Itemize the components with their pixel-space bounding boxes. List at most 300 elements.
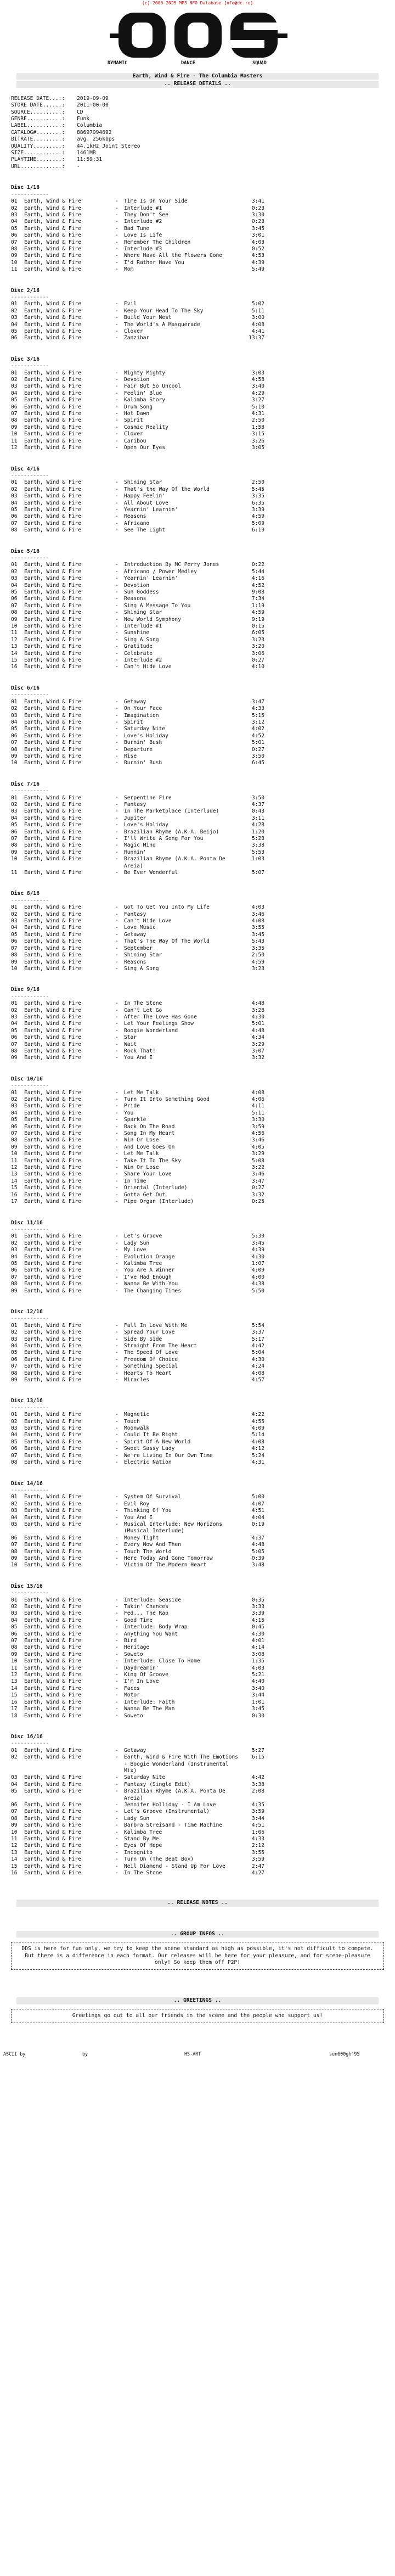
track-number: 04 [11,1021,18,1027]
track-title: In The Stone [124,1870,162,1877]
track-separator: - [115,596,119,602]
track-row [11,1597,362,1604]
track-title: In The Stone [124,1000,162,1007]
disc-title: Disc 6/16 [11,685,40,691]
tagline-dynamic: DYNAMIC [108,60,128,66]
track-artist: Earth, Wind & Fire [24,266,81,273]
track-length: 4:59 [251,959,264,965]
track-separator: - [115,1151,119,1157]
track-title: Cosmic Reality [124,424,168,430]
track-separator: - [115,630,119,636]
track-title: Victim Of The Modern Heart [124,1562,207,1569]
track-length: 4:53 [251,253,264,259]
track-number: 11 [11,266,18,273]
track-number: 08 [11,417,18,424]
track-row [11,500,362,507]
track-artist: Earth, Wind & Fire [24,1774,81,1781]
track-separator: - [115,959,119,965]
track-title: Zanzibar [124,335,150,341]
track-title: Kalimba Story [124,397,166,404]
track-separator: - [115,1377,119,1384]
track-number: 09 [11,424,18,430]
track-row [11,1110,362,1117]
track-length: 3:39 [251,1610,264,1617]
track-artist: Earth, Wind & Fire [24,1110,81,1116]
track-length: 4:30 [251,1631,264,1637]
track-separator: - [115,1123,119,1130]
track-row [11,911,362,918]
track-length: 3:35 [251,493,264,500]
detail-row [11,96,395,102]
track-separator: - [115,1329,119,1336]
disc-rule: ------------ [11,363,49,369]
track-length: 5:23 [251,836,264,842]
track-artist: Earth, Wind & Fire [24,1494,81,1500]
track-separator: - [115,836,119,842]
track-number: 08 [11,1548,18,1555]
track-artist: Earth, Wind & Fire [24,1041,81,1048]
track-length: 4:08 [251,1370,264,1376]
track-row [11,713,362,719]
track-length: 3:50 [251,794,264,801]
track-number: 02 [11,307,18,314]
track-separator: - [115,911,119,917]
track-number: 10 [11,623,18,630]
track-title: Every Now And Then [124,1542,181,1548]
track-length: 3:29 [251,1151,264,1157]
track-title: Wanna Be The Man [124,1706,175,1712]
track-number: 12 [11,1164,18,1171]
track-title: Hearts To Heart [124,1370,172,1376]
track-length: 3:45 [251,225,264,232]
track-artist: Earth, Wind & Fire [24,1000,81,1007]
track-separator: - [115,1418,119,1425]
track-row [11,1651,362,1658]
track-number: 12 [11,636,18,643]
track-separator: - [115,1849,119,1856]
track-length: 4:00 [251,1274,264,1280]
track-artist: Earth, Wind & Fire [24,650,81,657]
track-row [11,520,362,527]
track-separator: - [115,1343,119,1349]
track-separator: - [115,493,119,500]
track-row [11,1508,362,1514]
track-title: In Time [124,1178,146,1184]
track-row [11,1281,362,1287]
track-length: 0:43 [251,808,264,815]
track-length: 4:24 [251,1363,264,1370]
track-length: 4:38 [251,1281,264,1287]
detail-key: STORE DATE......: [11,102,65,109]
track-row [11,1453,362,1459]
track-row [11,1501,362,1508]
track-length: 3:22 [251,1164,264,1171]
track-length: 5:09 [251,520,264,527]
track-separator: - [115,1808,119,1815]
track-length: 3:59 [251,1808,264,1815]
track-number: 05 [11,822,18,828]
track-title: Introduction By MC Perry Jones [124,562,219,568]
track-title: Spirit [124,719,143,725]
disc-title: Disc 7/16 [11,781,40,787]
track-number: 08 [11,609,18,616]
track-artist: Earth, Wind & Fire [24,321,81,328]
track-row [11,486,362,493]
track-separator: - [115,636,119,643]
track-separator: - [115,1712,119,1719]
track-length: 4:31 [251,1459,264,1466]
track-row [11,959,362,966]
track-artist: Earth, Wind & Fire [24,589,81,595]
track-length: 5:44 [251,568,264,575]
track-artist: Earth, Wind & Fire [24,417,81,424]
track-artist: Earth, Wind & Fire [24,1815,81,1822]
track-length: 0:19 [251,1521,264,1527]
track-title: Here Today And Gone Tomorrow [124,1555,213,1561]
track-artist: Earth, Wind & Fire [24,307,81,314]
track-artist: Earth, Wind & Fire [24,1508,81,1514]
track-artist: Earth, Wind & Fire [24,616,81,623]
track-row [11,445,362,451]
track-artist: Earth, Wind & Fire [24,1706,81,1712]
track-row [11,397,362,404]
track-row [11,383,362,390]
track-separator: - [115,500,119,506]
track-separator: - [115,1815,119,1822]
disc-rule: ------------ [11,1590,49,1597]
track-length: 1:58 [251,424,264,430]
track-length: 3:46 [251,1137,264,1144]
track-separator: - [115,1863,119,1869]
track-artist: Earth, Wind & Fire [24,1021,81,1027]
track-title: Drum Song [124,404,153,410]
track-title: Interlude #2 [124,657,162,664]
track-row [11,328,362,335]
track-title: Sunshine [124,630,150,636]
track-row [11,1802,362,1808]
track-title: Eyes Of Hope [124,1843,162,1849]
track-number: 09 [11,1651,18,1657]
track-row [11,205,362,212]
track-number: 09 [11,753,18,759]
track-separator: - [115,1041,119,1048]
track-artist: Earth, Wind & Fire [24,1096,81,1102]
track-title: Interlude: Body Wrap [124,1624,188,1631]
track-artist: Earth, Wind & Fire [24,1007,81,1013]
track-artist: Earth, Wind & Fire [24,205,81,211]
track-number: 02 [11,205,18,211]
track-row [11,1096,362,1103]
track-artist: Earth, Wind & Fire [24,712,81,719]
track-separator: - [115,1144,119,1150]
disc-title: Disc 11/16 [11,1219,43,1226]
release-banner: Earth, Wind & Fire - The Columbia Masters [16,73,379,80]
track-number: 01 [11,198,18,205]
track-separator: - [115,1548,119,1555]
track-length: 0:35 [251,1597,264,1603]
track-title: King Of Groove [124,1672,168,1678]
track-row [11,219,362,225]
track-length: 5:01 [251,740,264,746]
track-row [11,438,362,445]
track-length: 9:08 [251,589,264,595]
track-row [11,562,362,568]
track-title: All About Love [124,500,168,506]
track-row [11,952,362,959]
track-artist: Earth, Wind & Fire [24,664,81,670]
track-length: 5:54 [251,1322,264,1329]
track-separator: - [115,870,119,876]
track-length: 5:11 [251,307,264,314]
track-row [11,1850,362,1856]
track-row [11,1425,362,1432]
track-number: 06 [11,1267,18,1274]
track-length: 2:12 [251,1843,264,1849]
track-title: Mighty Mighty [124,369,166,376]
track-row [11,1836,362,1843]
track-number: 16 [11,1699,18,1705]
track-artist: Earth, Wind & Fire [24,925,81,931]
track-title: Miracles [124,1377,150,1384]
track-title: That's the Way Of the World [124,486,210,492]
track-artist: Earth, Wind & Fire [24,1808,81,1815]
track-separator: - [115,698,119,705]
track-title: Rock That! [124,1048,156,1054]
track-row [11,1644,362,1651]
footer-hs-art: HS-ART [184,2051,201,2057]
track-length: 3:30 [251,1117,264,1123]
track-title: Sing A Message To You [124,602,191,609]
track-artist: Earth, Wind & Fire [24,1281,81,1287]
track-length: 3:38 [251,1781,264,1788]
track-length: 6:15 [251,1754,264,1761]
track-artist: Earth, Wind & Fire [24,1412,81,1418]
disc-title: Disc 10/16 [11,1076,43,1082]
track-row [11,1199,362,1205]
track-length: 3:40 [251,383,264,390]
track-title: Turn On (The Beat Box) [124,1856,194,1863]
track-number: 07 [11,520,18,527]
track-length: 1:19 [251,602,264,609]
logo-tagline [0,60,395,66]
track-separator: - [115,794,119,801]
track-row [11,1178,362,1185]
track-artist: Earth, Wind & Fire [24,568,81,575]
track-title: Open Our Eyes [124,445,166,451]
track-title: Shining Star [124,479,162,486]
track-separator: - [115,1021,119,1027]
tagline-squad: SQUAD [252,60,267,66]
track-separator: - [115,1665,119,1671]
track-row [11,417,362,424]
track-title: Boogie Wonderland [124,1027,178,1034]
track-artist: Earth, Wind & Fire [24,383,81,390]
track-title: Turn It Into Something Good [124,1096,210,1102]
track-number: 03 [11,1103,18,1110]
track-row [11,1021,362,1027]
track-separator: - [115,377,119,383]
track-title: Saturday Nite [124,726,166,732]
track-artist: Earth, Wind & Fire [24,1535,81,1541]
track-number: 09 [11,959,18,965]
track-length: 3:45 [251,931,264,938]
track-row [11,808,362,815]
track-separator: - [115,1829,119,1835]
track-number: 06 [11,335,18,341]
track-artist: Earth, Wind & Fire [24,198,81,205]
track-row [11,945,362,952]
track-length: 3:46 [251,911,264,917]
track-number: 12 [11,445,18,451]
track-number: 09 [11,1287,18,1294]
track-row [11,1267,362,1274]
track-title: Love Music [124,925,156,931]
track-title: Bad Tune [124,225,150,232]
track-row [11,1521,362,1535]
track-artist: Earth, Wind & Fire [24,1624,81,1631]
track-separator: - [115,1240,119,1246]
track-separator: - [115,938,119,945]
track-length: 2:50 [251,952,264,959]
track-title: Gotta Get Out [124,1191,166,1198]
track-row [11,377,362,383]
track-artist: Earth, Wind & Fire [24,232,81,239]
disc-rule: ------------ [11,1404,49,1411]
track-title: Side By Side [124,1336,162,1342]
track-title: Share Your Love [124,1171,172,1178]
track-number: 16 [11,664,18,670]
track-number: 03 [11,712,18,719]
track-artist: Earth, Wind & Fire [24,1199,81,1205]
track-number: 01 [11,1233,18,1240]
track-length: 4:03 [251,904,264,911]
track-length: 1:35 [251,1658,264,1665]
track-title: Departure [124,746,153,753]
track-row [11,1610,362,1617]
track-length: 0:45 [251,1624,264,1631]
track-separator: - [115,1363,119,1370]
track-length: 4:39 [251,259,264,266]
track-title: Let Me Talk [124,1151,159,1157]
track-separator: - [115,1452,119,1459]
track-title: Reasons [124,513,146,520]
track-separator: - [115,918,119,925]
detail-value: 44.1kHz Joint Stereo [77,143,140,149]
track-number: 08 [11,1459,18,1466]
track-title: Let Your Feelings Show [124,1021,194,1027]
track-number: 04 [11,500,18,506]
track-separator: - [115,1631,119,1637]
track-title: Caribou [124,438,146,444]
track-separator: - [115,1610,119,1617]
disc-title: Disc 2/16 [11,287,40,294]
track-separator: - [115,1801,119,1808]
track-number: 04 [11,1617,18,1623]
track-length: 5:43 [251,938,264,945]
track-row [11,1151,362,1157]
track-number: 03 [11,808,18,815]
disc-title: Disc 12/16 [11,1308,43,1315]
track-title: Reasons [124,596,146,602]
track-row [11,1124,362,1130]
track-number: 06 [11,1123,18,1130]
track-title: Earth, Wind & Fire With The Emotions - Boogie Wonderland (Instrumental Mix) [124,1754,238,1774]
track-number: 04 [11,582,18,589]
track-number: 11 [11,1157,18,1164]
track-title: See The Light [124,527,166,534]
track-artist: Earth, Wind & Fire [24,315,81,321]
track-number: 08 [11,1815,18,1822]
track-artist: Earth, Wind & Fire [24,493,81,500]
track-separator: - [115,486,119,492]
track-length: 4:08 [251,321,264,328]
disc-rule: ------------ [11,191,49,198]
track-artist: Earth, Wind & Fire [24,1151,81,1157]
track-artist: Earth, Wind & Fire [24,801,81,808]
track-title: Take It To The Sky [124,1157,181,1164]
track-number: 08 [11,1048,18,1054]
track-row [11,390,362,397]
track-row [11,513,362,520]
track-length: 3:39 [251,506,264,513]
track-artist: Earth, Wind & Fire [24,369,81,376]
track-number: 02 [11,486,18,492]
track-number: 13 [11,1849,18,1856]
track-number: 01 [11,479,18,486]
track-title: Brazilian Rhyme (A.K.A. Ponta De Areia) [124,856,225,869]
detail-value: 1461MB [77,150,96,156]
track-length: 5:07 [251,870,264,876]
track-separator: - [115,1597,119,1603]
track-length: 4:59 [251,513,264,520]
track-artist: Earth, Wind & Fire [24,397,81,404]
track-row [11,1706,362,1712]
track-separator: - [115,1178,119,1184]
track-number: 06 [11,596,18,602]
track-number: 08 [11,1137,18,1144]
detail-value: 2019-09-09 [77,95,109,102]
track-number: 01 [11,1747,18,1754]
track-number: 01 [11,698,18,705]
track-length: 3:06 [251,650,264,657]
track-separator: - [115,1624,119,1631]
track-length: 5:05 [251,1548,264,1555]
track-number: 03 [11,383,18,390]
track-number: 05 [11,1788,18,1795]
disc-rule: ------------ [11,1226,49,1233]
track-title: Kalimba Tree [124,1260,162,1267]
track-separator: - [115,1685,119,1692]
track-row [11,589,362,596]
track-number: 05 [11,1260,18,1267]
disc-title: Disc 5/16 [11,548,40,555]
track-title: They Don't See [124,211,168,218]
track-length: 3:40 [251,1685,264,1692]
track-separator: - [115,1171,119,1178]
track-separator: - [115,1000,119,1007]
track-separator: - [115,1500,119,1507]
track-title: Can't Let Go [124,1007,162,1013]
track-row [11,1412,362,1418]
track-length: 4:51 [251,1822,264,1829]
track-number: 05 [11,589,18,595]
track-separator: - [115,746,119,753]
track-title: Happy Feelin' [124,493,166,500]
track-number: 02 [11,1240,18,1246]
track-row [11,266,362,273]
track-artist: Earth, Wind & Fire [24,500,81,506]
track-separator: - [115,732,119,739]
